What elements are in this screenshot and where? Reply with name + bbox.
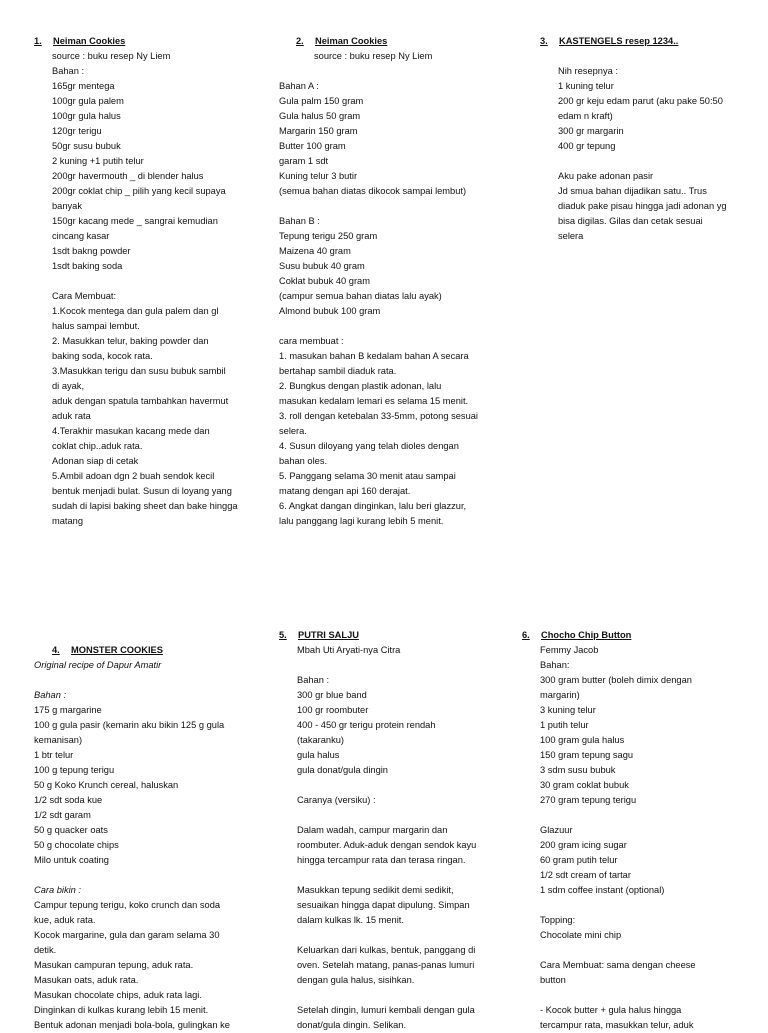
recipe-6-line: Glazuur	[540, 825, 573, 835]
recipe-3-title: KASTENGELS resep 1234..	[559, 36, 679, 46]
recipe-1-line: coklat chip..aduk rata.	[52, 441, 143, 451]
recipe-4-line: Campur tepung terigu, koko crunch dan soda	[34, 900, 221, 910]
recipe-4	[34, 643, 264, 1033]
recipe-2-line: (campur semua bahan diatas lalu ayak)	[279, 291, 442, 301]
recipe-5-number: 5.	[279, 630, 287, 640]
recipe-2-line	[279, 199, 519, 214]
recipe-4-line	[34, 673, 264, 688]
recipe-1-line: 5.Ambil adoan dgn 2 buah sendok kecil	[52, 471, 215, 481]
recipe-5-line: sesuaikan hingga dapat dipulung. Simpan	[297, 900, 470, 910]
recipe-5-line: donat/gula dingin. Selikan.	[297, 1020, 407, 1030]
recipe-3-line: 400 gr tepung	[558, 141, 616, 151]
recipe-6-line: Cara Membuat: sama dengan cheese	[540, 960, 696, 970]
recipe-3-line: 300 gr margarin	[558, 126, 624, 136]
recipe-1-line: matang	[52, 516, 84, 526]
recipe-5-line: gula halus	[297, 750, 340, 760]
recipe-4-line: 1/2 sdt garam	[34, 810, 91, 820]
recipe-4-line: 1 btr telur	[34, 750, 74, 760]
recipe-6-title: Chocho Chip Button	[541, 630, 632, 640]
recipe-2-line: (semua bahan diatas dikocok sampai lembut)	[279, 186, 467, 196]
recipe-5-line	[297, 988, 509, 1003]
recipe-4-line: Cara bikin :	[34, 885, 82, 895]
recipe-1-line: aduk rata	[52, 411, 91, 421]
recipe-6-line: 60 gram putih telur	[540, 855, 618, 865]
recipe-5-line: 400 - 450 gr terigu protein rendah	[297, 720, 436, 730]
recipe-6-line: Bahan:	[540, 660, 570, 670]
recipe-2-line: 5. Panggang selama 30 menit atau sampai	[279, 471, 456, 481]
recipe-4-line: 50 g Koko Krunch cereal, haluskan	[34, 780, 179, 790]
recipe-5-line: 300 gr blue band	[297, 690, 367, 700]
recipe-2-line: Gula halus 50 gram	[279, 111, 361, 121]
recipe-5-line: Mbah Uti Aryati-nya Citra	[297, 645, 401, 655]
recipe-2-line: Kuning telur 3 butir	[279, 171, 358, 181]
recipe-1-line: bentuk menjadi bulat. Susun di loyang yang	[52, 486, 232, 496]
recipe-2-line: Maizena 40 gram	[279, 246, 351, 256]
recipe-2-line: garam 1 sdt	[279, 156, 329, 166]
recipe-4-line: 50 g quacker oats	[34, 825, 108, 835]
recipe-5-line: (takaranku)	[297, 735, 345, 745]
recipe-5-line: Masukkan tepung sedikit demi sedikit,	[297, 885, 454, 895]
recipe-4-line: Masukan oats, aduk rata.	[34, 975, 139, 985]
recipe-5-heading	[279, 628, 509, 643]
recipe-4-line: detik.	[34, 945, 57, 955]
recipe-6-line: margarin)	[540, 690, 580, 700]
recipe-2-line: matang dengan api 160 derajat.	[279, 486, 411, 496]
recipe-1-line: sudah di lapisi baking sheet dan bake hingga	[52, 501, 238, 511]
recipe-4-line	[34, 868, 264, 883]
recipe-2-line: 6. Angkat dangan dinginkan, lalu beri glazzur,	[279, 501, 467, 511]
recipe-4-line: kemanisan)	[34, 735, 83, 745]
recipe-1-line: di ayak,	[52, 381, 85, 391]
recipe-2-number: 2.	[296, 36, 304, 46]
recipe-6-line: 1 sdm coffee instant (optional)	[540, 885, 665, 895]
recipe-1-line: Adonan siap di cetak	[52, 456, 139, 466]
recipe-5-line: Setelah dingin, lumuri kembali dengan gula	[297, 1005, 475, 1015]
recipe-6-line	[540, 898, 762, 913]
recipe-3-body	[540, 49, 765, 244]
recipe-3-line: Jd smua bahan dijadikan satu.. Trus	[558, 186, 707, 196]
recipe-6-line	[540, 808, 762, 823]
recipe-4-line: 100 g tepung terigu	[34, 765, 115, 775]
recipe-4-line: Masukan chocolate chips, aduk rata lagi.	[34, 990, 202, 1000]
recipe-6-line	[540, 988, 762, 1003]
recipe-6-line	[540, 943, 762, 958]
recipe-1-line: 165gr mentega	[52, 81, 115, 91]
recipe-5-line: roombuter. Aduk-aduk dengan sendok kayu	[297, 840, 477, 850]
recipe-2-body-wrap	[279, 64, 519, 529]
recipe-1-line: 2. Masukkan telur, baking powder dan	[52, 336, 209, 346]
recipe-2-line: bahan oles.	[279, 456, 328, 466]
recipe-1-title: Neiman Cookies	[53, 36, 126, 46]
recipe-5-line: Bahan :	[297, 675, 330, 685]
recipe-4-number: 4.	[52, 645, 60, 655]
recipe-2-line: Almond bubuk 100 gram	[279, 306, 381, 316]
recipe-5-title: PUTRI SALJU	[298, 630, 359, 640]
recipe-1-line: halus sampai lembut.	[52, 321, 140, 331]
recipe-6-line: tercampur rata, masukkan telur, aduk	[540, 1020, 694, 1030]
recipe-4-line: Dinginkan di kulkas kurang lebih 15 menit.	[34, 1005, 209, 1015]
recipe-5-line	[297, 928, 509, 943]
recipe-4-line: kue, aduk rata.	[34, 915, 96, 925]
recipe-2-line: Butter 100 gram	[279, 141, 346, 151]
recipe-2-line: Susu bubuk 40 gram	[279, 261, 365, 271]
recipe-2-line	[279, 64, 519, 79]
recipe-6-line: Femmy Jacob	[540, 645, 599, 655]
recipe-1-line: banyak	[52, 201, 82, 211]
recipe-1-line: 100gr gula halus	[52, 111, 121, 121]
recipe-1-line: cincang kasar	[52, 231, 110, 241]
recipe-1-line: 200gr coklat chip _ pilih yang kecil supaya	[52, 186, 226, 196]
recipe-4-line: 1/2 sdt soda kue	[34, 795, 103, 805]
recipe-6-line: 3 sdm susu bubuk	[540, 765, 616, 775]
recipe-6-line: 3 kuning telur	[540, 705, 596, 715]
recipe-2-line: 3. roll dengan ketebalan 33-5mm, potong sesuai	[279, 411, 478, 421]
recipe-3-line: bisa digilas. Gilas dan cetak sesuai	[558, 216, 703, 226]
recipe-4-line: Bahan :	[34, 690, 67, 700]
recipe-6-line: Topping:	[540, 915, 576, 925]
recipe-2-line: 1. masukan bahan B kedalam bahan A secara	[279, 351, 469, 361]
recipe-6-number: 6.	[522, 630, 530, 640]
recipe-5-line: dalam kulkas lk. 15 menit.	[297, 915, 404, 925]
recipe-5-line: Caranya (versiku) :	[297, 795, 376, 805]
recipe-2-line: Tepung terigu 250 gram	[279, 231, 378, 241]
recipe-2-body	[279, 64, 519, 529]
recipe-4-heading	[34, 643, 264, 658]
recipe-4-line: Milo untuk coating	[34, 855, 109, 865]
recipe-6-line: 270 gram tepung terigu	[540, 795, 637, 805]
recipe-6-line: 100 gram gula halus	[540, 735, 625, 745]
recipe-2-line: Margarin 150 gram	[279, 126, 358, 136]
recipe-1-heading	[34, 34, 254, 49]
recipe-1-line: 120gr terigu	[52, 126, 102, 136]
recipe-5	[279, 628, 509, 1033]
recipe-2-heading	[296, 34, 526, 49]
recipe-6-line: 1/2 sdt cream of tartar	[540, 870, 631, 880]
recipe-6-heading	[522, 628, 762, 643]
recipe-1-line: aduk dengan spatula tambahkan havermut	[52, 396, 229, 406]
recipe-3-line: Aku pake adonan pasir	[558, 171, 654, 181]
recipe-2-line	[279, 319, 519, 334]
recipe-2-line: masukan kedalam lemari es selama 15 menit.	[279, 396, 469, 406]
recipe-5-line	[297, 778, 509, 793]
recipe-1-body	[34, 49, 254, 529]
recipe-5-line: gula donat/gula dingin	[297, 765, 388, 775]
recipe-4-line: Kocok margarine, gula dan garam selama 30	[34, 930, 220, 940]
recipe-5-line: oven. Setelah matang, panas-panas lumuri	[297, 960, 475, 970]
recipe-1-line: 2 kuning +1 putih telur	[52, 156, 144, 166]
recipe-2-line: 2. Bungkus dengan plastik adonan, lalu	[279, 381, 442, 391]
recipe-3-line: Nih resepnya :	[558, 66, 618, 76]
recipe-4-line: Bentuk adonan menjadi bola-bola, gulingkan ke	[34, 1020, 230, 1030]
recipe-3-number: 3.	[540, 36, 548, 46]
recipe-1-line: Cara Membuat:	[52, 291, 117, 301]
recipe-6-line: 200 gram icing sugar	[540, 840, 627, 850]
recipe-3-line: edam n kraft)	[558, 111, 613, 121]
recipe-1-line: 1sdt bakng powder	[52, 246, 131, 256]
recipe-2-line: selera.	[279, 426, 307, 436]
recipe-1-line: 200gr havermouth _ di blender halus	[52, 171, 204, 181]
recipe-6-line: 1 putih telur	[540, 720, 589, 730]
recipe-1-line: 1sdt baking soda	[52, 261, 123, 271]
recipe-3-line: diaduk pake pisau hingga jadi adonan yg	[558, 201, 727, 211]
recipe-3-line	[558, 49, 765, 64]
recipe-6-line: 300 gram butter (boleh dimix dengan	[540, 675, 692, 685]
recipe-1-line: source : buku resep Ny Liem	[52, 51, 171, 61]
recipe-6-line: Chocolate mini chip	[540, 930, 622, 940]
recipe-1-line: 50gr susu bubuk	[52, 141, 121, 151]
recipe-5-body	[279, 643, 509, 1033]
recipe-5-line: hingga tercampur rata dan terasa ringan.	[297, 855, 466, 865]
recipe-6	[522, 628, 762, 1033]
recipe-2-line: cara membuat :	[279, 336, 344, 346]
recipe-6-line: 150 gram tepung sagu	[540, 750, 634, 760]
recipe-2-title: Neiman Cookies	[315, 36, 388, 46]
recipe-2-line: Bahan A :	[279, 81, 319, 91]
recipe-1-line: baking soda, kocok rata.	[52, 351, 153, 361]
recipe-5-line: Keluarkan dari kulkas, bentuk, panggang di	[297, 945, 476, 955]
recipe-4-line: 50 g chocolate chips	[34, 840, 119, 850]
recipe-4-line: Masukan campuran tepung, aduk rata.	[34, 960, 194, 970]
recipe-5-line	[297, 868, 509, 883]
recipe-5-line: Dalam wadah, campur margarin dan	[297, 825, 448, 835]
recipe-5-line	[297, 808, 509, 823]
recipe-1-line: 150gr kacang mede _ sangrai kemudian	[52, 216, 218, 226]
recipe-1-line	[52, 274, 254, 289]
recipe-1-line: 3.Masukkan terigu dan susu bubuk sambil	[52, 366, 226, 376]
recipe-1-line: 100gr gula palem	[52, 96, 124, 106]
recipe-5-line	[297, 658, 509, 673]
recipe-3-line: 1 kuning telur	[558, 81, 614, 91]
recipe-4-subtitle: Original recipe of Dapur Amatir	[34, 660, 162, 670]
recipe-2-line: Gula palm 150 gram	[279, 96, 364, 106]
recipe-1	[34, 34, 254, 529]
recipe-1-line: Bahan :	[52, 66, 85, 76]
recipe-2-line: 4. Susun diloyang yang telah dioles dengan	[279, 441, 459, 451]
recipe-6-body	[522, 643, 762, 1033]
recipe-3-line	[558, 154, 765, 169]
recipe-2-line: bertahap sambil diaduk rata.	[279, 366, 397, 376]
recipe-4-body	[34, 673, 264, 1033]
recipe-1-number: 1.	[34, 36, 42, 46]
recipe-3-heading	[540, 34, 765, 49]
recipe-2-line: Coklat bubuk 40 gram	[279, 276, 370, 286]
recipe-6-line: 30 gram coklat bubuk	[540, 780, 629, 790]
recipe-5-line: 100 gr roombuter	[297, 705, 369, 715]
recipe-4-line: 100 g gula pasir (kemarin aku bikin 125 g gula	[34, 720, 225, 730]
recipe-4-title: MONSTER COOKIES	[71, 645, 163, 655]
recipe-3	[540, 34, 765, 244]
recipe-2-source: source : buku resep Ny Liem	[314, 51, 433, 61]
recipe-5-line: dengan gula halus, sisihkan.	[297, 975, 415, 985]
recipe-1-line: 4.Terakhir masukan kacang mede dan	[52, 426, 210, 436]
recipe-3-line: selera	[558, 231, 584, 241]
recipe-2-line: lalu panggang lagi kurang lebih 5 menit.	[279, 516, 444, 526]
recipe-6-line: - Kocok butter + gula halus hingga	[540, 1005, 682, 1015]
recipe-2	[296, 34, 526, 64]
recipe-1-line: 1.Kocok mentega dan gula palem dan gl	[52, 306, 219, 316]
recipe-4-line: 175 g margarine	[34, 705, 102, 715]
recipe-3-line: 200 gr keju edam parut (aku pake 50:50	[558, 96, 723, 106]
recipe-2-line: Bahan B :	[279, 216, 320, 226]
recipe-6-line: button	[540, 975, 566, 985]
